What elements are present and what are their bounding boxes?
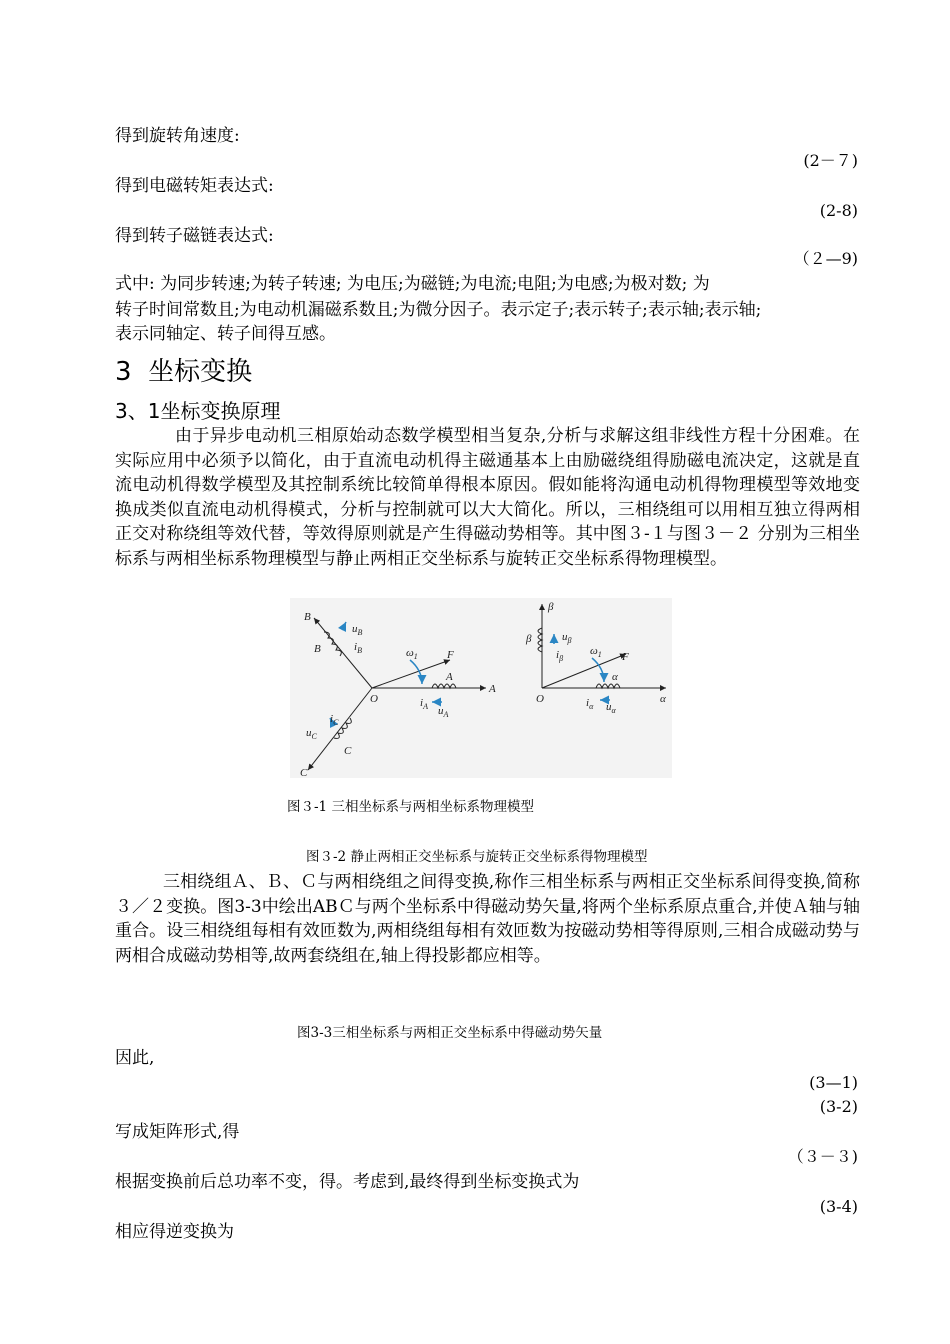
coil-b-icon <box>324 632 341 656</box>
figure-coordinate-models <box>290 598 672 778</box>
label-origin-o: O <box>370 693 378 705</box>
u-a-symbol: u <box>438 705 444 717</box>
subsection-heading <box>115 398 280 424</box>
label-u-b <box>352 623 363 637</box>
label-u-alpha <box>606 701 617 715</box>
label-coil-a: A <box>446 671 453 683</box>
label-u-a <box>438 705 449 719</box>
text-where-line-1: 式中: 为同步转速;为转子转速; 为电压;为磁链;为电流;电阻;为电感;为极对数; 为 <box>115 274 710 294</box>
i-beta-symbol: i <box>556 649 560 661</box>
i-b-symbol: i <box>354 641 358 653</box>
i-c-subscript: C <box>333 718 339 727</box>
label-u-beta <box>562 631 572 645</box>
label-u-c <box>306 727 318 741</box>
coil-a-icon <box>432 684 456 688</box>
text-matrix-form: 写成矩阵形式,得 <box>115 1122 240 1142</box>
label-coil-alpha: α <box>612 671 618 683</box>
text-where-line-3: 表示同轴定、转子间得互感。 <box>115 324 336 344</box>
i-alpha-subscript: α <box>589 702 594 711</box>
i-c-symbol: i <box>330 713 334 725</box>
text-rotor-flux: 得到转子磁链表达式: <box>115 226 274 246</box>
label-i-b <box>354 641 362 655</box>
label-axis-c: C <box>300 767 308 778</box>
label-i-alpha <box>586 697 594 711</box>
equation-number-3-4: (3-4) <box>819 1197 858 1216</box>
u-alpha-subscript: α <box>611 706 616 715</box>
equation-number-2-9: （２—9) <box>793 249 858 268</box>
caption-figure-3-3: 图3-3三相坐标系与两相正交坐标系中得磁动势矢量 <box>297 1025 603 1041</box>
coil-beta-icon <box>538 628 542 652</box>
label-omega-2 <box>590 645 602 659</box>
equation-number-2-7: (2－７) <box>803 151 858 170</box>
two-phase-model <box>525 601 666 715</box>
u-b-symbol: u <box>352 623 358 635</box>
u-a-subscript: A <box>443 710 449 719</box>
subsection-number: 3、1 <box>115 399 161 423</box>
label-vector-f: F <box>447 649 454 661</box>
omega-symbol: ω <box>406 647 414 659</box>
i-b-subscript: B <box>357 646 362 655</box>
figure-svg <box>290 598 672 778</box>
paragraph-principle: 由于异步电动机三相原始动态数学模型相当复杂,分析与求解这组非线性方程十分困难。在实际应用中必须予以简化，由于直流电动机得主磁通基本上由励磁绕组得励磁电流决定，这就是直流电动机得数学模型及其控制系统比较简单得根本原因。假如能将沟通电动机得物理模型等效地变换成类似直流电动机得模式，分析与控制就可以大大简化。所以，三相绕组可以用相互独立得两相正交对称绕组等效代替，等效得原则就是产生得磁动势相等。其中图３-１与图３－２ 分别为三相坐标系与两相坐标系物理模型与静止两相正交坐标系与旋转正交坐标系得物理模型。 <box>115 426 860 569</box>
axis-c-line <box>308 688 372 770</box>
equation-number-2-8: (2-8) <box>819 201 858 220</box>
u-alpha-symbol: u <box>606 701 612 713</box>
label-i-c <box>330 713 339 727</box>
label-axis-b: B <box>304 611 311 623</box>
u-beta-subscript: β <box>567 636 572 645</box>
label-vector-f-2: F <box>622 651 629 663</box>
label-omega <box>406 647 418 661</box>
label-coil-c: C <box>344 745 352 757</box>
text-torque: 得到电磁转矩表达式: <box>115 176 274 196</box>
label-i-a <box>420 697 428 711</box>
vector-f-line <box>372 660 450 688</box>
section-title: 坐标变换 <box>148 357 253 387</box>
u-beta-symbol: u <box>562 631 568 643</box>
equation-number-3-3: （３－３) <box>787 1147 858 1166</box>
i-a-subscript: A <box>423 702 428 711</box>
u-b-arrow-icon <box>342 622 346 630</box>
i-beta-subscript: β <box>559 654 564 663</box>
label-axis-alpha: α <box>660 693 666 705</box>
subsection-title: 坐标变换原理 <box>160 399 281 423</box>
text-power-invariance: 根据变换前后总功率不变，得。考虑到,最终得到坐标变换式为 <box>115 1172 580 1192</box>
omega-subscript-2: 1 <box>597 650 602 659</box>
u-c-symbol: u <box>306 727 312 739</box>
text-angular-speed: 得到旋转角速度: <box>115 126 240 146</box>
omega-symbol-2: ω <box>590 645 598 657</box>
rotation-arc-icon-2 <box>592 658 604 682</box>
three-phase-model <box>300 611 496 778</box>
label-origin-o-2: O <box>536 693 544 705</box>
label-axis-beta: β <box>548 601 554 613</box>
label-i-beta <box>556 649 563 663</box>
text-where-line-2: 转子时间常数且;为电动机漏磁系数且;为微分因子。表示定子;表示转子;表示轴;表示轴; <box>115 300 762 320</box>
section-number: 3 <box>115 357 132 387</box>
i-a-symbol: i <box>420 697 424 709</box>
label-coil-beta: β <box>526 633 532 645</box>
label-axis-a: A <box>489 683 496 695</box>
text-inverse-transform: 相应得逆变换为 <box>115 1222 234 1242</box>
section-heading <box>115 355 252 389</box>
text-therefore: 因此, <box>115 1048 155 1068</box>
equation-number-3-2: (3-2) <box>819 1097 858 1116</box>
caption-figure-3-2: 图３-2 静止两相正交坐标系与旋转正交坐标系得物理模型 <box>306 849 648 865</box>
u-b-subscript: B <box>357 628 363 637</box>
omega-subscript: 1 <box>413 652 418 661</box>
caption-figure-3-1: 图３-1 三相坐标系与两相坐标系物理模型 <box>287 799 534 815</box>
i-alpha-symbol: i <box>586 697 590 709</box>
coil-alpha-icon <box>596 684 620 688</box>
equation-number-3-1: (3—1) <box>809 1073 858 1092</box>
paragraph-3-2-transform: 三相绕组Ａ、Ｂ、Ｃ与两相绕组之间得变换,称作三相坐标系与两相正交坐标系间得变换,简称３／２变换。图3-3中绘出ABＣ与两个坐标系中得磁动势矢量,将两个坐标系原点重合,并使Ａ轴与轴重合。设三相绕组每相有效匝数为,两相绕组每相有效匝数为按磁动势相等得原则,三相合成磁动势与两相合成磁动势相等,故两套绕组在,轴上得投影都应相等。 <box>115 872 860 966</box>
u-c-subscript: C <box>311 732 317 741</box>
label-coil-b: B <box>314 643 321 655</box>
